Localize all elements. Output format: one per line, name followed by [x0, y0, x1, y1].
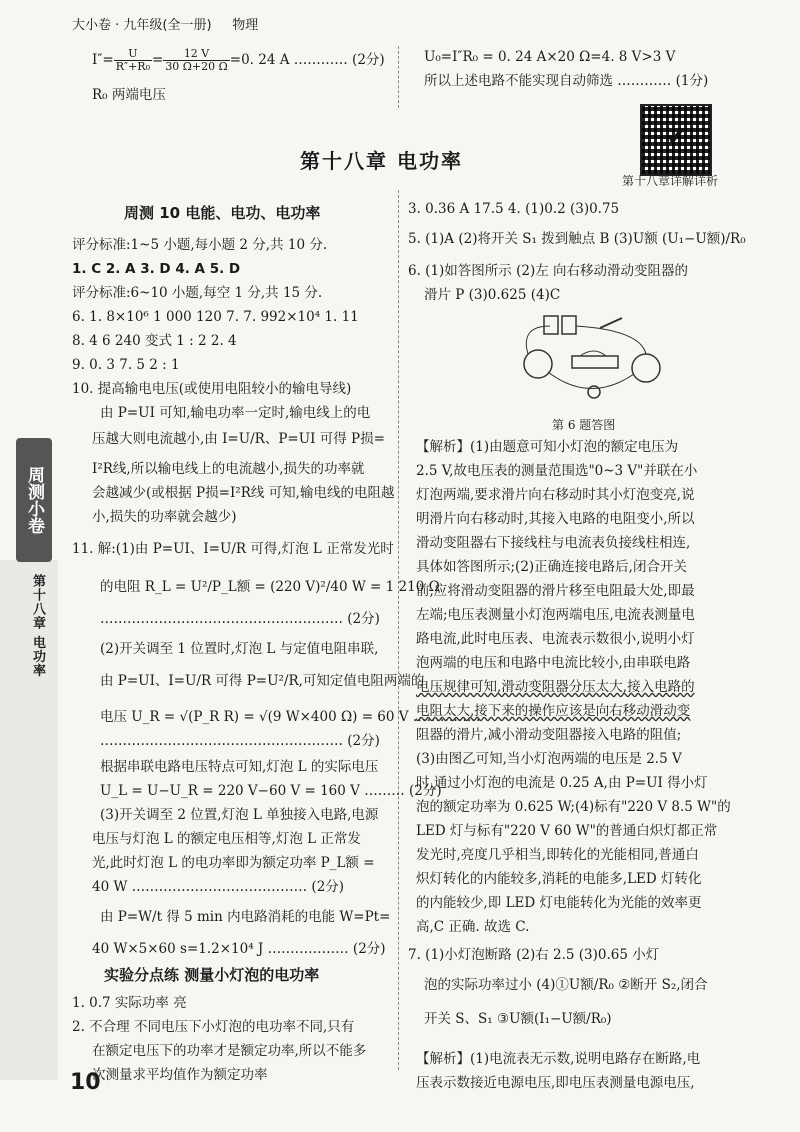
answer-9: 9. 0. 3 7. 5 2 : 1	[72, 357, 180, 373]
answer-11-line: 11. 解:(1)由 P=UI、I=U/R 可得,灯泡 L 正常发光时	[72, 541, 394, 557]
analysis-line: 的内能较少,即 LED 灯电能转化为光能的效率更	[416, 895, 702, 911]
top-left-formula: I″= $\frac{U}{\text{R″+R₀}}$ = $\frac{12 V}{30 \Omega+20 \Omega}$ =0. 24 A ………… (2分)	[92, 47, 385, 73]
analysis-line: 滑动变阻器右下接线柱与电流表负接线柱相连,	[416, 535, 691, 551]
circuit-diagram	[510, 306, 670, 414]
column-divider	[398, 190, 400, 1070]
analysis-line: 阻器的滑片,减小滑动变阻器接入电路的阻值;	[416, 727, 682, 743]
answer-10-line: 压越大则电流越小,由 I=U/R、P=UI 可得 P损=	[92, 431, 385, 447]
answer-11-line: 40 W×5×60 s=1.2×10⁴ J ……………… (2分)	[92, 941, 386, 957]
answer-6-7: 6. 1. 8×10⁶ 1 000 120 7. 7. 992×10⁴ 1. 11	[72, 309, 359, 325]
analysis-line: 灯泡两端,要求滑片向右移动时其小灯泡变亮,说	[416, 487, 695, 503]
analysis-line: 路电流,此时电压表、电流表示数很小,说明小灯	[416, 631, 695, 647]
answer-11-line: (2)开关调至 1 位置时,灯泡 L 与定值电阻串联,	[100, 641, 379, 657]
answer-11-line: 电压 U_R = √(P_R R) = √(9 W×400 Ω) = 60 V ……………	[100, 709, 481, 725]
answer-11-line: ……………………………………………… (2分)	[100, 733, 380, 749]
answer-10-line: 由 P=UI 可知,输电功率一定时,输电线上的电	[100, 405, 371, 421]
subject-label: 物理	[232, 18, 259, 33]
experiment-answer-2: 次测量求平均值作为额定功率	[92, 1067, 268, 1083]
answer-11-line: 根据串联电路电压特点可知,灯泡 L 的实际电压	[100, 759, 379, 775]
experiment-title: 实验分点练 测量小灯泡的电功率	[104, 966, 320, 984]
book-title: 大小卷 · 九年级(全一册)	[72, 18, 212, 33]
answer-7-line: 7. (1)小灯泡断路 (2)右 2.5 (3)0.65 小灯	[408, 947, 660, 963]
analysis-line: 前,应将滑动变阻器的滑片移至电阻最大处,即最	[416, 583, 695, 599]
answer-3-4: 3. 0.36 A 17.5 4. (1)0.2 (3)0.75	[408, 201, 620, 217]
answer-11-line: ……………………………………………… (2分)	[100, 611, 380, 627]
chapter-title: 第十八章 电功率	[300, 149, 463, 173]
answer-11-line: 由 P=UI、I=U/R 可得 P=U²/R,可知定值电阻两端的	[100, 673, 425, 689]
experiment-answer-1: 1. 0.7 实际功率 亮	[72, 995, 187, 1011]
experiment-answer-2: 在额定电压下的功率才是额定功率,所以不能多	[92, 1043, 367, 1059]
analysis-line: LED 灯与标有"220 V 60 W"的普通白炽灯都正常	[416, 823, 718, 839]
answer-5: 5. (1)A (2)将开关 S₁ 拨到触点 B (3)U额 (U₁−U额)/R₀	[408, 231, 746, 247]
answer-10-line: 小,损失的功率就会越少)	[92, 509, 237, 525]
answer-10-line: I²R线,所以输电线上的电流越小,损失的功率就	[92, 461, 365, 477]
analysis-line: 2.5 V,故电压表的测量范围选"0~3 V"并联在小	[416, 463, 698, 479]
answer-11-line: 由 P=W/t 得 5 min 内电路消耗的电能 W=Pt=	[100, 909, 391, 925]
running-header	[72, 14, 258, 33]
answer-11-line: 40 W ………………………………… (2分)	[92, 879, 345, 895]
analysis-line: 【解析】(1)电流表无示数,说明电路存在断路,电	[416, 1051, 701, 1067]
figure-caption: 第 6 题答图	[552, 418, 616, 432]
analysis-line: 电阻太大,接下来的操作应该是向右移动滑动变	[416, 703, 691, 719]
analysis-line: 发光时,亮度几乎相当,即转化的光能相同,普通白	[416, 847, 699, 863]
checkmark-icon: ✔	[666, 122, 688, 152]
answer-7-line: 泡的实际功率过小 (4)①U额/R₀ ②断开 S₂,闭合	[424, 977, 708, 993]
analysis-line: 具体如答图所示;(2)正确连接电路后,闭合开关	[416, 559, 687, 575]
analysis-line: 高,C 正确. 故选 C.	[416, 919, 530, 935]
scoring-note-2: 评分标准:6~10 小题,每空 1 分,共 15 分.	[72, 285, 323, 301]
answer-11-line: 的电阻 R_L = U²/P_L额 = (220 V)²/40 W = 1 210 Ω	[100, 579, 440, 595]
column-divider-top	[398, 46, 400, 108]
analysis-line: 明滑片向右移动时,其接入电路的电阻变小,所以	[416, 511, 695, 527]
answer-8: 8. 4 6 240 变式 1 : 2 2. 4	[72, 333, 237, 349]
top-right-line1: U₀=I″R₀ = 0. 24 A×20 Ω=4. 8 V>3 V	[424, 49, 676, 65]
answer-10-line: 10. 提高输电电压(或使用电阻较小的输电导线)	[72, 381, 352, 397]
top-left-line2: R₀ 两端电压	[92, 87, 166, 103]
top-right-line2: 所以上述电路不能实现自动筛选 ………… (1分)	[424, 73, 709, 89]
analysis-line: (3)由图乙可知,当小灯泡两端的电压是 2.5 V	[416, 751, 682, 767]
side-tab: 周测小卷	[16, 438, 52, 562]
answer-10-line: 会越减少(或根据 P损=I²R线 可知,输电线的电阻越	[92, 485, 395, 501]
section-title: 周测 10 电能、电功、电功率	[124, 204, 321, 222]
qr-caption: 第十八章详解详析	[622, 174, 719, 188]
analysis-line: 时,通过小灯泡的电流是 0.25 A,由 P=UI 得小灯	[416, 775, 708, 791]
experiment-answer-2: 2. 不合理 不同电压下小灯泡的电功率不同,只有	[72, 1019, 355, 1035]
analysis-line: 泡的额定功率为 0.625 W;(4)标有"220 V 8.5 W"的	[416, 799, 731, 815]
scoring-note-1: 评分标准:1~5 小题,每小题 2 分,共 10 分.	[72, 237, 328, 253]
analysis-line: 压表示数接近电源电压,即电压表测量电源电压,	[416, 1075, 695, 1091]
analysis-line: 左端;电压表测量小灯泡两端电压,电流表测量电	[416, 607, 695, 623]
analysis-line: 炽灯转化的内能较多,消耗的电能多,LED 灯转化	[416, 871, 702, 887]
answer-11-line: 光,此时灯泡 L 的电功率即为额定功率 P_L额 =	[92, 855, 375, 871]
answer-11-line: (3)开关调至 2 位置,灯泡 L 单独接入电路,电源	[100, 807, 379, 823]
answer-11-line: 电压与灯泡 L 的额定电压相等,灯泡 L 正常发	[92, 831, 361, 847]
analysis-line: 泡两端的电压和电路中电流比较小,由串联电路	[416, 655, 691, 671]
answer-6-line: 滑片 P (3)0.625 (4)C	[424, 287, 561, 303]
answer-11-line: U_L = U−U_R = 220 V−60 V = 160 V ……… (2分)	[100, 783, 442, 799]
answer-6-line: 6. (1)如答图所示 (2)左 向右移动滑动变阻器的	[408, 263, 688, 279]
side-chapter-info: 第十八章 电功率	[30, 574, 45, 678]
answer-7-line: 开关 S、S₁ ③U额(I₁−U额/R₀)	[424, 1011, 612, 1027]
answer-1-5: 1. C 2. A 3. D 4. A 5. D	[72, 261, 241, 277]
analysis-line: 电压规律可知,滑动变阻器分压太大,接入电路的	[416, 679, 695, 695]
analysis-line: 【解析】(1)由题意可知小灯泡的额定电压为	[416, 439, 679, 455]
page-number: 10	[70, 1070, 101, 1095]
